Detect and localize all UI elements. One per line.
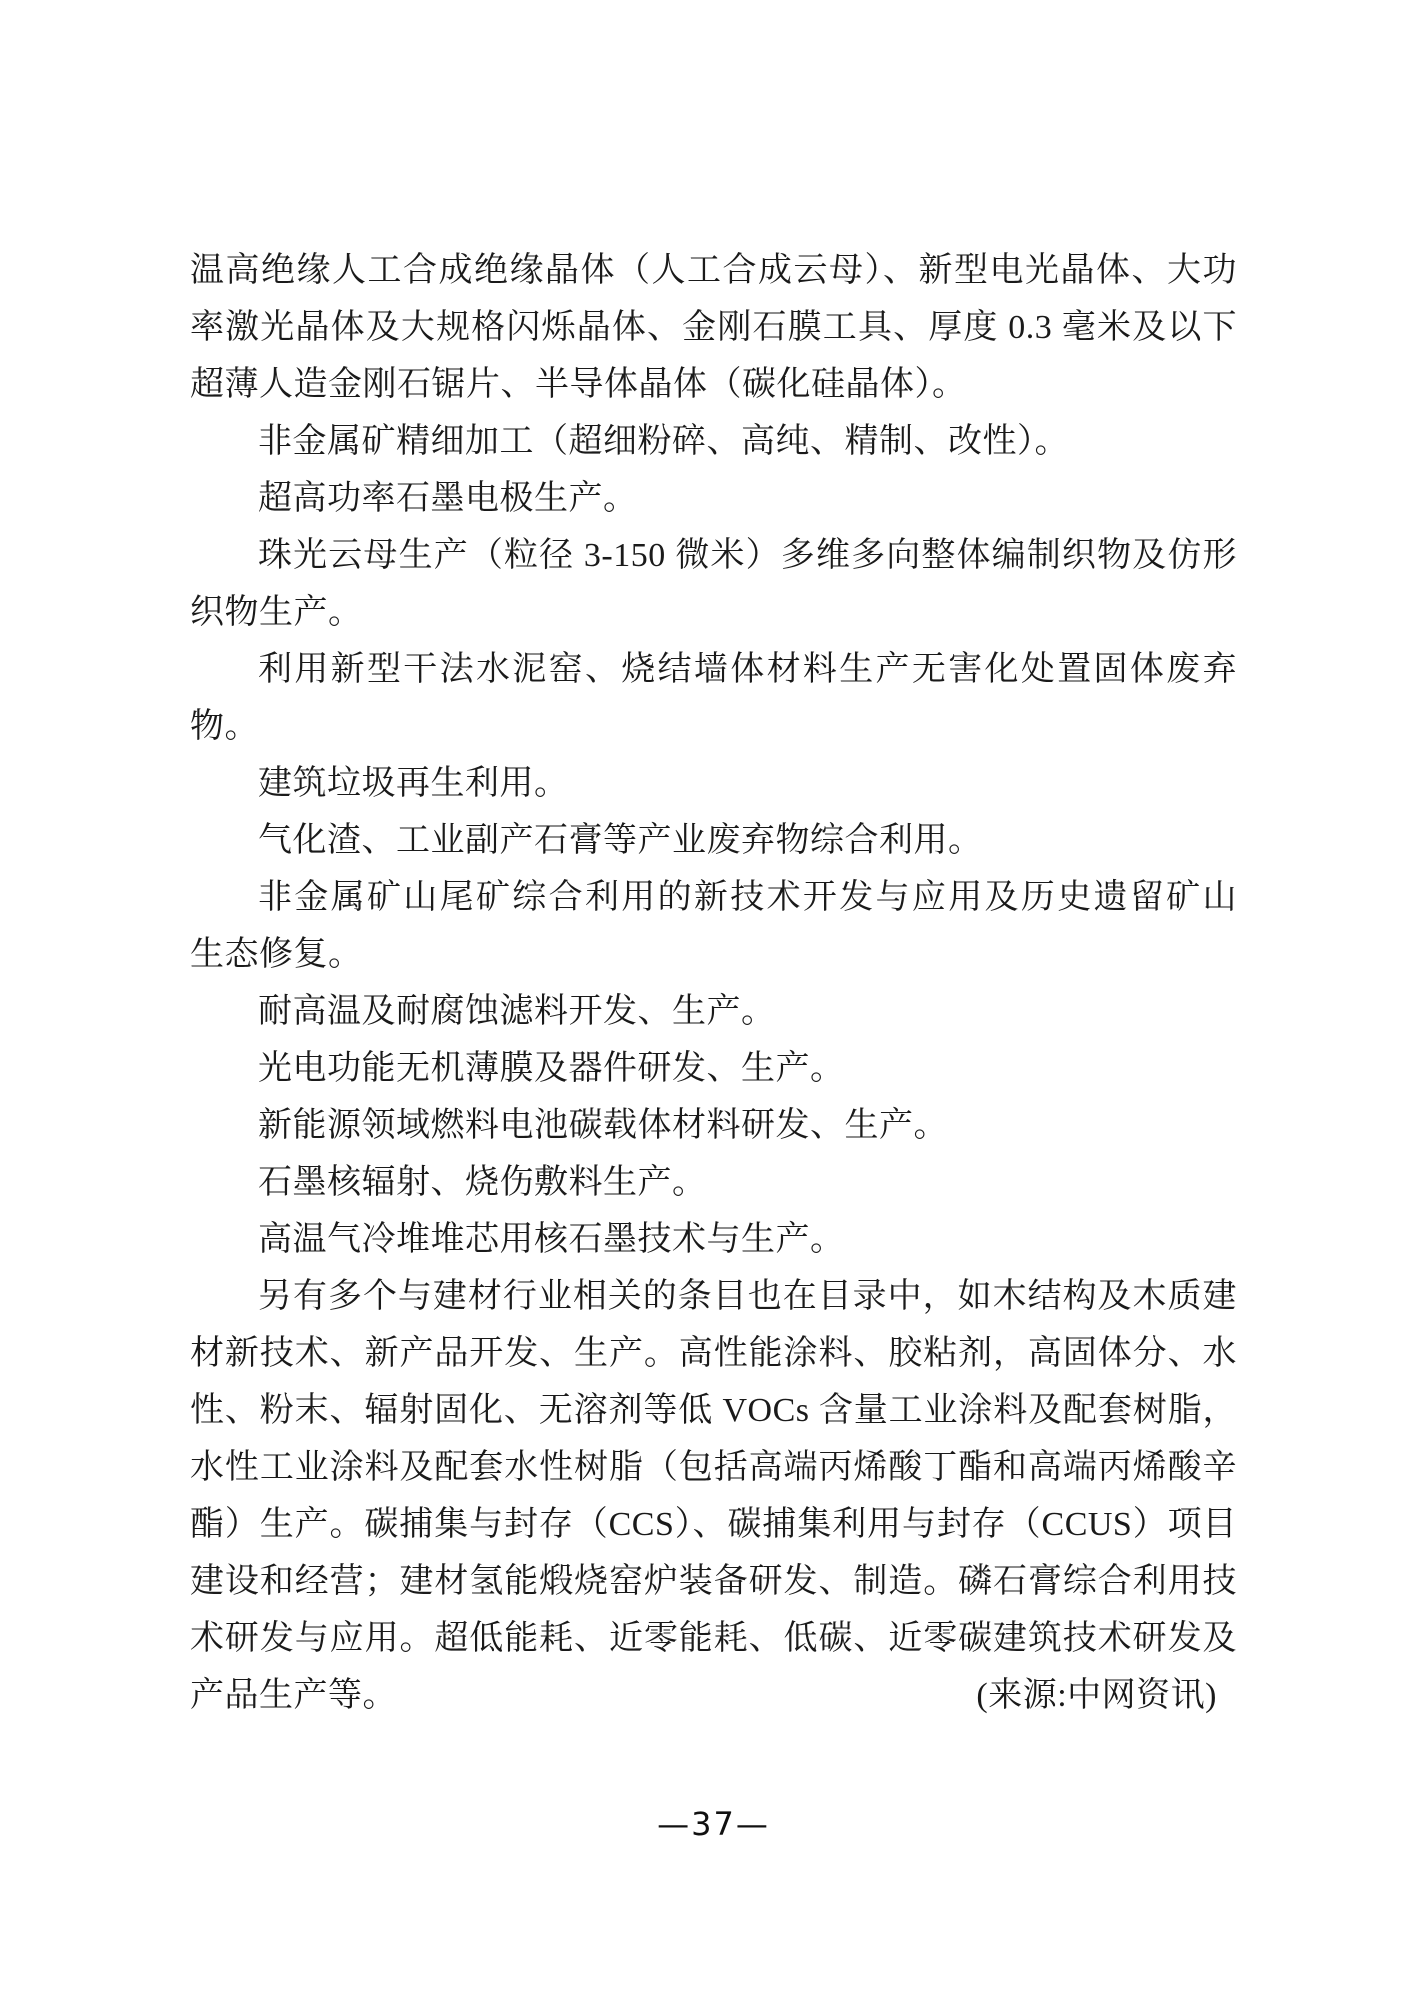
source-attribution: (来源:中网资讯) <box>976 1677 1217 1714</box>
text-line: 高温气冷堆堆芯用核石墨技术与生产。 <box>258 1221 845 1258</box>
page-number: —37— <box>657 1805 770 1843</box>
text-line: 性、粉末、辐射固化、无溶剂等低 VOCs 含量工业涂料及配套树脂， <box>190 1392 1237 1429</box>
text-line: 非金属矿山尾矿综合利用的新技术开发与应用及历史遗留矿山 <box>258 879 1237 916</box>
text-line: 气化渣、工业副产石膏等产业废弃物综合利用。 <box>258 822 983 859</box>
text-line: 水性工业涂料及配套水性树脂（包括高端丙烯酸丁酯和高端丙烯酸辛 <box>190 1449 1237 1486</box>
text-line: 织物生产。 <box>190 594 363 631</box>
paragraph-end-text: 产品生产等。 <box>190 1677 397 1714</box>
text-line: 术研发与应用。超低能耗、近零能耗、低碳、近零碳建筑技术研发及 <box>190 1620 1237 1657</box>
text-line: 光电功能无机薄膜及器件研发、生产。 <box>258 1050 845 1087</box>
text-line: 珠光云母生产（粒径 3-150 微米）多维多向整体编制织物及仿形 <box>258 537 1237 574</box>
document-body <box>190 242 1237 1724</box>
text-line: 物。 <box>190 708 259 745</box>
text-line: 石墨核辐射、烧伤敷料生产。 <box>258 1164 707 1201</box>
text-line: 建设和经营；建材氢能煅烧窑炉装备研发、制造。磷石膏综合利用技 <box>190 1563 1237 1600</box>
text-line: 非金属矿精细加工（超细粉碎、高纯、精制、改性）。 <box>258 423 1069 460</box>
text-line: 建筑垃圾再生利用。 <box>258 765 569 802</box>
text-line: 生态修复。 <box>190 936 363 973</box>
text-line: 超薄人造金刚石锯片、半导体晶体（碳化硅晶体）。 <box>190 366 967 403</box>
page-footer <box>190 1800 1237 1848</box>
text-line: 利用新型干法水泥窑、烧结墙体材料生产无害化处置固体废弃 <box>258 651 1237 688</box>
text-line: 另有多个与建材行业相关的条目也在目录中，如木结构及木质建 <box>258 1278 1237 1315</box>
text-line: 超高功率石墨电极生产。 <box>258 480 638 517</box>
text-line: 酯）生产。碳捕集与封存（CCS）、碳捕集利用与封存（CCUS）项目 <box>190 1506 1237 1543</box>
text-line: 温高绝缘人工合成绝缘晶体（人工合成云母）、新型电光晶体、大功 <box>190 252 1237 289</box>
text-line <box>190 1667 1237 1724</box>
text-line: 率激光晶体及大规格闪烁晶体、金刚石膜工具、厚度 0.3 毫米及以下 <box>190 309 1237 346</box>
text-line: 新能源领域燃料电池碳载体材料研发、生产。 <box>258 1107 948 1144</box>
text-line: 耐高温及耐腐蚀滤料开发、生产。 <box>258 993 776 1030</box>
text-line: 材新技术、新产品开发、生产。高性能涂料、胶粘剂，高固体分、水 <box>190 1335 1237 1372</box>
